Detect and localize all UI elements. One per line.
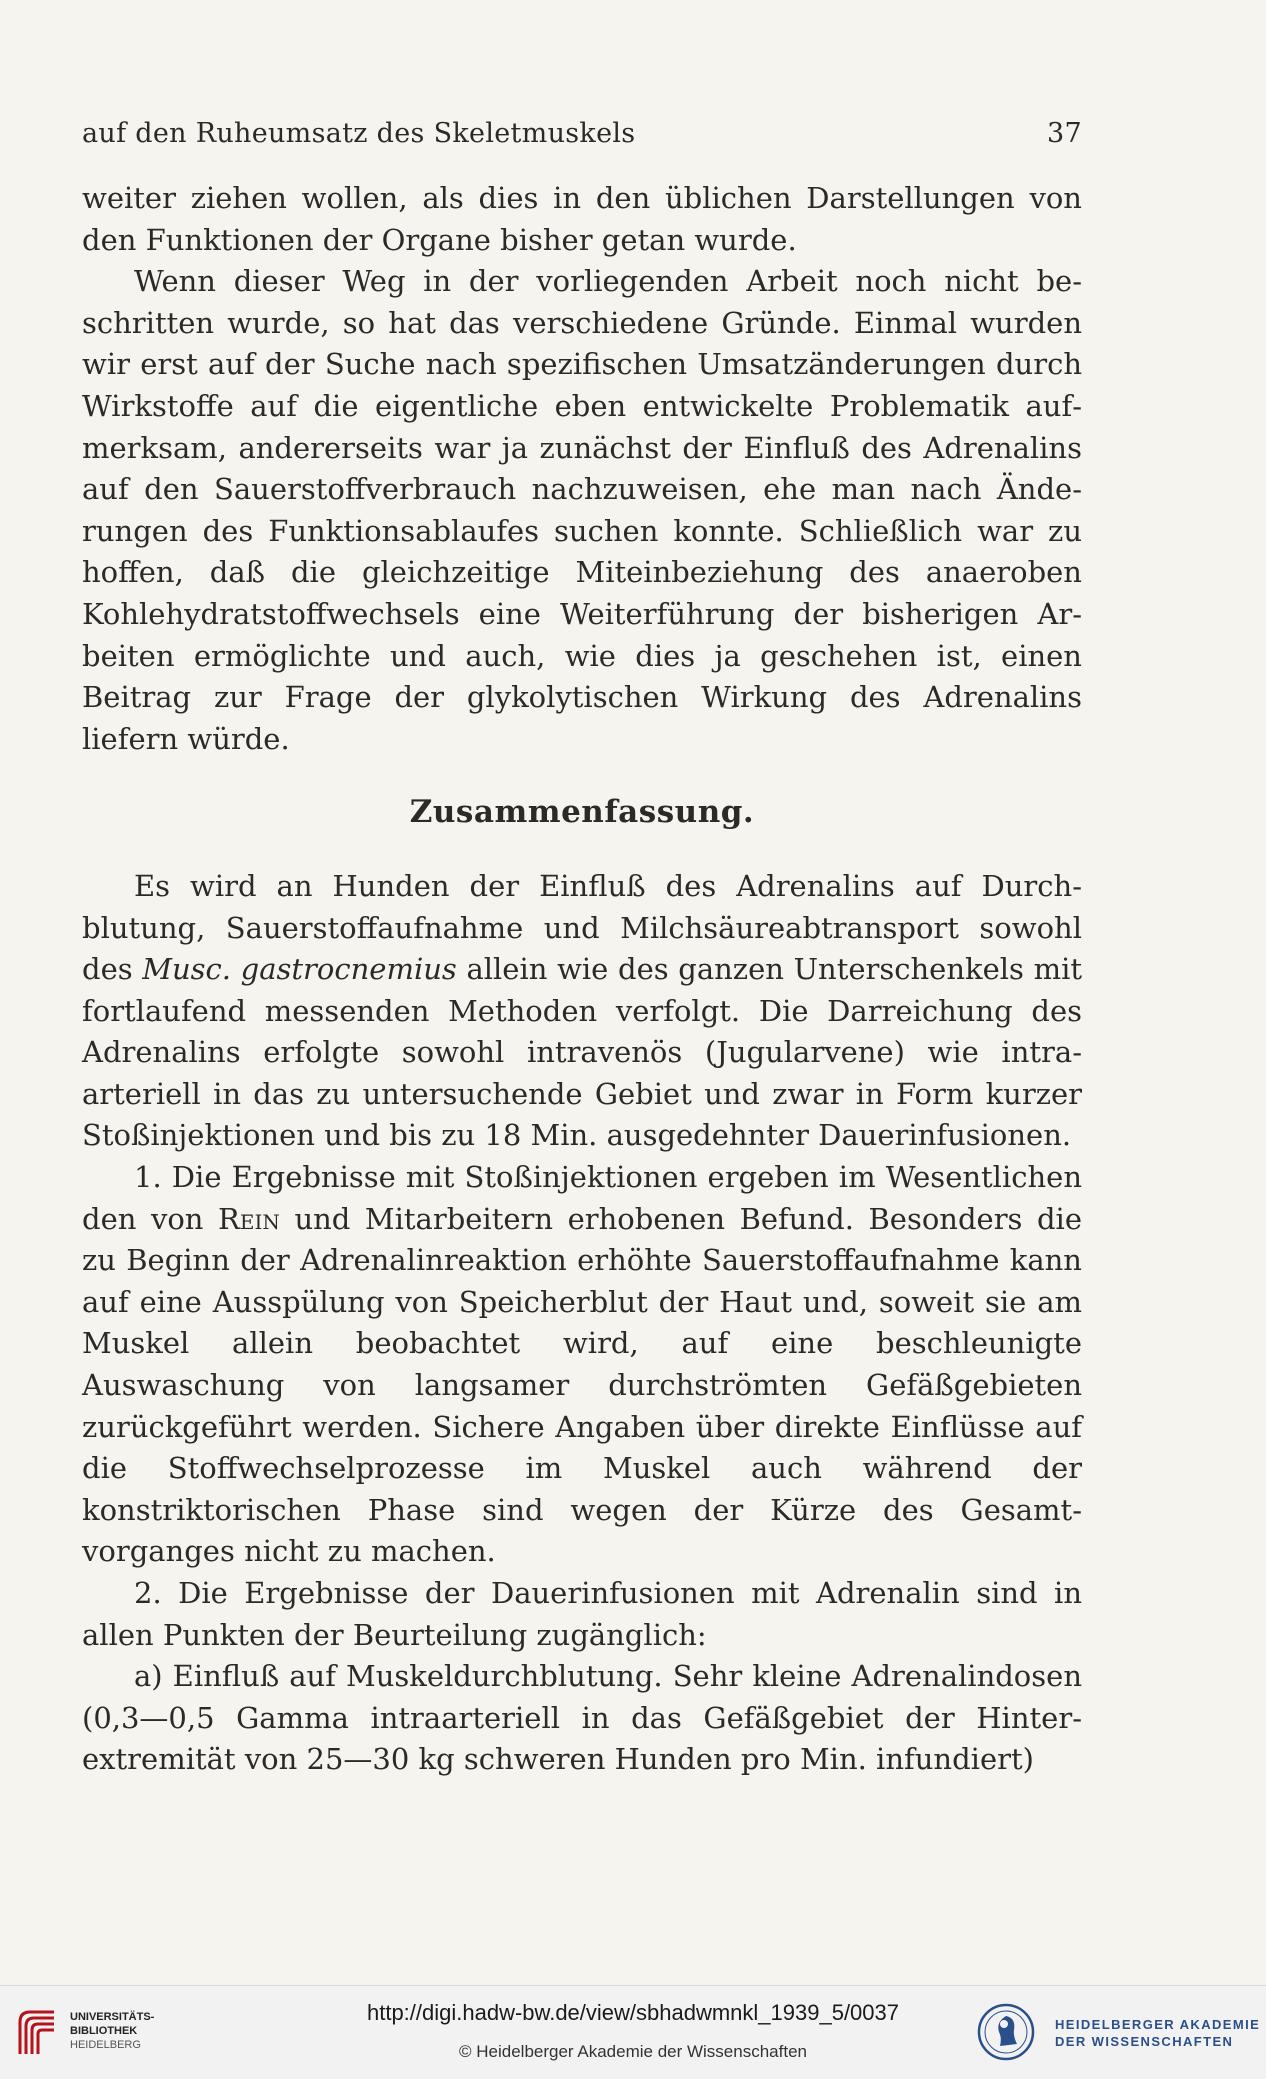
academy-name-line2: DER WISSENSCHAFTEN [1055,2034,1234,2049]
summary-injections-text-2: und Mitarbeitern erhobenen Befund. Besonders die zu Beginn der Adrenalinreaktion erhöhte Sauerstoffaufnahme kann auf eine Ausspülung von Speicherblut der Haut und, soweit sie am Muskel allein beobachtet wird, auf eine beschleunigte Auswaschung von langsamer durchströmten Gefäßgebieten zurückgeführt werden. Sichere Angaben über direkte Einflüsse auf die Stoffwechselprozesse im Muskel auch während der konstriktorischen Phase sind wegen der Kürze des Gesamtvorganges nicht zu machen. [82,1201,1082,1569]
section-heading: Zusammenfassung. [409,794,755,831]
running-head [82,118,1082,149]
viewer-footer [0,1985,1266,2079]
academy-name-line1: HEIDELBERGER AKADEMIE [1055,2017,1261,2032]
library-name-line1: UNIVERSITÄTS- [70,2011,155,2023]
summary-paragraph-methods [82,866,1082,1157]
paragraph-reasons: Wenn dieser Weg in der vorliegenden Arbeit noch nicht beschritten wurde, so hat das verschiedene Gründe. Einmal wurden wir erst auf der Suche nach spezifischen Umsatzänderungen durch Wirkstoffe auf die eigentliche eben entwickelte Problematik aufmerksam, andererseits war ja zunächst der Einfluß des Adrenalins auf den Sauerstoffverbrauch nachzuweisen, ehe man nach Änderungen des Funktionsablaufes suchen konnte. Schließlich war zu hoffen, daß die gleichzeitige Miteinbeziehung des anaeroben Kohlehydratstoffwechsels eine Weiterführung der bisherigen Arbeiten ermöglichte und auch, wie dies ja geschehen ist, einen Beitrag zur Frage der glykolytischen Wirkung des Adrenalins liefern würde. [82,264,1082,756]
muscle-name: Musc. gastrocnemius [142,952,457,987]
library-name-line2: BIBLIOTHEK [70,2025,138,2037]
summary-methods-text-1: Es wird an Hunden der Einfluß des Adrenalins auf Durchblutung, Sauerstoffaufnahme und Milchsäureabtransport sowohl des [82,868,1082,987]
academy-name [1055,2016,1260,2050]
academy-seal-icon [976,2002,1036,2062]
author-name: Rein [218,1201,280,1236]
permalink-url[interactable]: http://digi.hadw-bw.de/view/sbhadwmnkl_1939_5/0037 [366,2000,900,2025]
body-text [82,178,1082,1781]
copyright-notice: © Heidelberger Akademie der Wissenschaften [459,2042,807,2061]
library-name-line3: HEIDELBERG [70,2039,141,2051]
paragraph-continuation: weiter ziehen wollen, als dies in den üblichen Darstellungen von den Funktionen der Organe bisher getan wurde. [82,181,1082,257]
summary-paragraph-infusions: 2. Die Ergebnisse der Dauerinfusionen mit Adrenalin sind in allen Punkten der Beurteilung zugänglich: [82,1576,1082,1652]
page-number: 37 [1047,118,1082,149]
summary-paragraph-injections [82,1157,1082,1573]
summary-methods-text-2: allein wie des ganzen Unterschenkels mit fortlaufend messenden Methoden verfolgt. Die Darreichung des Adrenalins erfolgte sowohl intravenös (Jugularvene) wie intraarteriell in das zu untersuchende Gebiet und zwar in Form kurzer Stoßinjektionen und bis zu 18 Min. ausgedehnter Dauerinfusionen. [82,952,1083,1153]
running-head-title: auf den Ruheumsatz des Skeletmuskels [82,118,636,149]
summary-paragraph-blood-flow: a) Einfluß auf Muskeldurchblutung. Sehr kleine Adrenalindosen (0,3—0,5 Gamma intraarteriell in das Gefäßgebiet der Hinterextremität von 25—30 kg schweren Hunden pro Min. infundiert) [82,1659,1082,1777]
summary-injections-text-1: 1. Die Ergebnisse mit Stoßinjektionen ergeben im Wesentlichen den von [82,1160,1082,1236]
